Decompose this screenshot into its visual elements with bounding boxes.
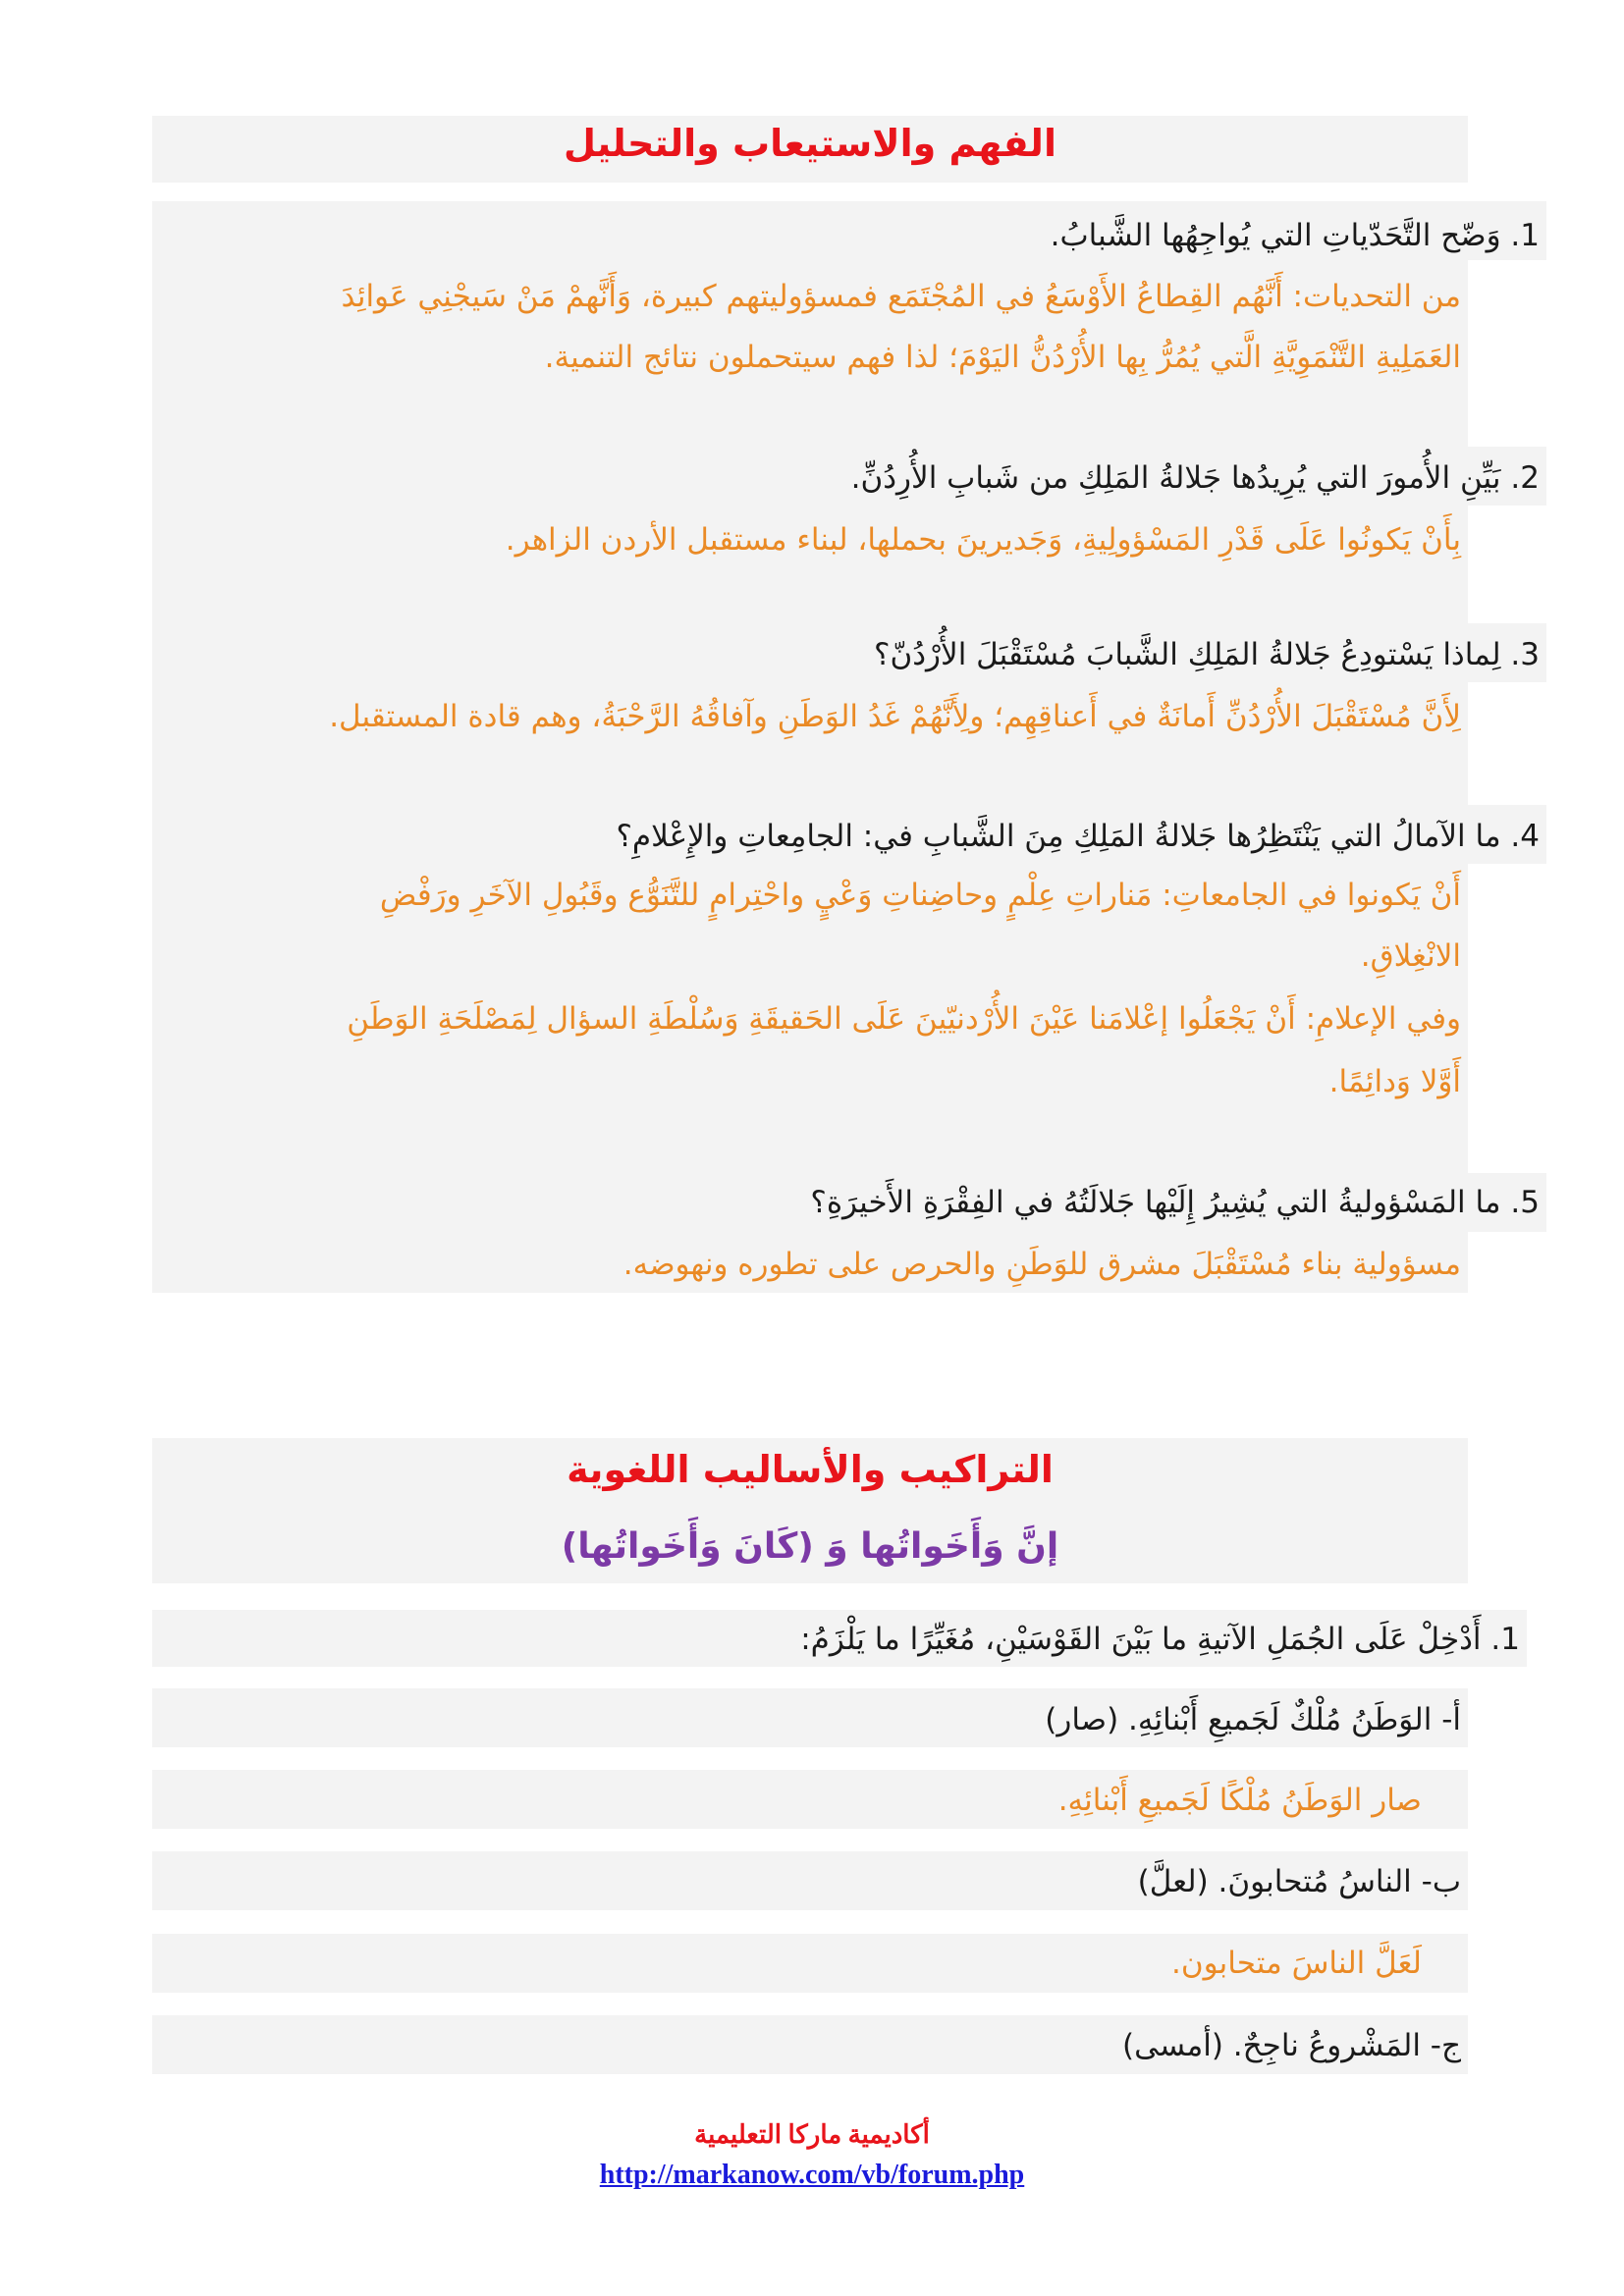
- answer-line: أَنْ يَكونوا في الجامعاتِ: مَناراتِ عِلْمٍ وحاضِناتِ وَعْيٍ واحْتِرامٍ للتَّنَوُّع وقَبُولِ الآخَرِ ورَفْضِ: [379, 878, 1461, 913]
- section1-title: الفهم والاستيعاب والتحليل: [564, 122, 1056, 165]
- exercise-answer: صار الوَطَنُ مُلْكًا لَجَميعِ أَبْنائِهِ.: [1057, 1783, 1422, 1818]
- instruction-line: [800, 1618, 1520, 1661]
- question-number: 1.: [1490, 1622, 1520, 1657]
- question-2: [851, 456, 1540, 500]
- footer-link[interactable]: http://markanow.com/vb/forum.php: [599, 2160, 1025, 2190]
- answer-line: العَمَلِيةِ التَّنْمَوِيَّةِ الَّتي يُمُرُّ بِها الأُرْدُنُّ اليَوْمَ؛ لذا فهم سيتحملون نتائج التنمية.: [544, 340, 1461, 375]
- question-number: 3.: [1510, 637, 1540, 672]
- answer-line: لِأَنَّ مُسْتَقْبَلَ الأُرْدُنِّ أَمانَةٌ في أَعناقِهِم؛ ولِأَنَّهُمْ غَدُ الوَطَنِ وآفاقُهُ الرَّحْبَةُ، وهم قادة المستقبل.: [329, 699, 1461, 734]
- question-5: [810, 1181, 1540, 1224]
- question-text: بَيِّنِ الأُمورَ التي يُرِيدُها جَلالةُ المَلِكِ من شَبابِ الأُرِدُنِّ.: [850, 460, 1501, 496]
- question-text: وَضّح التَّحَدّياتِ التي يُواجِهُها الشَّبابُ.: [1050, 218, 1501, 253]
- answer-line: الانْغِلاقِ.: [1360, 938, 1461, 974]
- question-text: لِماذا يَسْتودِعُ جَلالةُ المَلِكِ الشَّبابَ مُسْتَقْبَلَ الأُرْدُنّ؟: [874, 637, 1501, 672]
- answer-line: من التحديات: أَنَّهُم القِطاعُ الأَوْسَعُ في المُجْتَمَع فمسؤوليتهم كبيرة، وَأَنَّهمْ مَنْ سَيجْنِي عَوائِدَ: [341, 279, 1461, 314]
- section2-subtitle: إنَّ وَأَخَواتُها وَ (كَانَ وَأَخَواتُها): [561, 1526, 1059, 1567]
- answer-line: أَوَّلا وَدائِمًا.: [1328, 1064, 1461, 1099]
- section2-title: التراكيب والأساليب اللغوية: [567, 1448, 1054, 1491]
- question-1: [1051, 214, 1540, 257]
- question-number: 4.: [1510, 819, 1540, 854]
- question-number: 5.: [1510, 1185, 1540, 1220]
- exercise-item: ج- المَشْروعُ ناجِحٌ. (أمسى): [1122, 2028, 1461, 2063]
- question-text: أَدْخِلْ عَلَى الجُمَلِ الآتيةِ ما بَيْنَ القَوْسَيْنِ، مُغَيِّرًا ما يَلْزَمُ:: [800, 1622, 1482, 1657]
- question-number: 1.: [1510, 218, 1540, 253]
- question-number: 2.: [1510, 460, 1540, 496]
- question-text: ما المَسْؤوليةُ التي يُشِيرُ إِلَيْها جَلالَتُهُ في الفِقْرَةِ الأَخيرَةِ؟: [810, 1185, 1501, 1220]
- exercise-answer: لَعَلَّ الناسَ متحابون.: [1171, 1946, 1422, 1981]
- exercise-item: أ- الوَطَنُ مُلْكٌ لَجَميعِ أَبْنائِهِ. (صار): [1045, 1702, 1461, 1737]
- question-text: ما الآمالُ التي يَنْتَظِرُها جَلالةُ المَلِكِ مِنَ الشَّبابِ في: الجامِعاتِ والإِعْلامِ؟: [616, 819, 1501, 854]
- footer-academy-name: أكاديمية ماركا التعليمية: [694, 2120, 930, 2149]
- question-4: [616, 815, 1540, 858]
- exercise-item: ب- الناسُ مُتحابونَ. (لعلَّ): [1137, 1864, 1461, 1899]
- answer-line: بِأَنْ يَكونُوا عَلَى قَدْرِ المَسْؤولِيةِ، وَجَديرينَ بحملها، لبناء مستقبل الأردن الزاهر.: [505, 522, 1461, 558]
- question-3: [874, 633, 1540, 676]
- answer-line: وفي الإعلامِ: أَنْ يَجْعَلُوا إعْلامَنا عَيْنَ الأُرْدنيّينَ عَلَى الحَقيقَةِ وَسُلْطَةِ السؤال لِمَصْلَحَةِ الوَطَنِ: [347, 1001, 1461, 1037]
- answer-line: مسؤولية بناء مُسْتَقْبَلَ مشرق للوَطَنِ والحرص على تطوره ونهوضه.: [623, 1247, 1461, 1282]
